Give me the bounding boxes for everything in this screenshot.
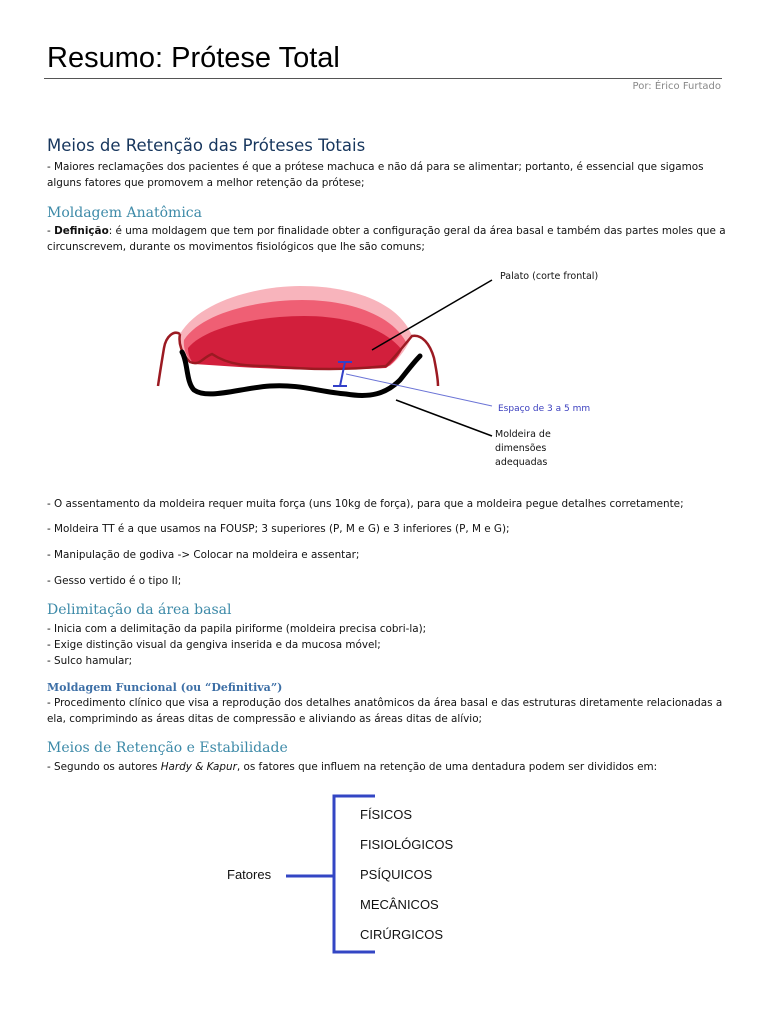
definition-term: Definição	[54, 225, 109, 237]
label-moldeira-line: dimensões	[495, 443, 547, 454]
factor-item: MECÂNICOS	[360, 897, 439, 912]
factors-diagram	[200, 788, 480, 972]
bullet-item: - Moldeira TT é a que usamos na FOUSP; 3 superiores (P, M e G) e 3 inferiores (P, M e G);	[47, 523, 510, 535]
definition-text: : é uma moldagem que tem por finalidade obter a configuração geral da área basal e também das partes moles que a	[108, 225, 726, 237]
moldagem-funcional-line: ela, comprimindo as áreas ditas de compressão e aliviando as áreas ditas de alívio;	[47, 713, 483, 725]
label-moldeira-line: adequadas	[495, 457, 548, 468]
definition-prefix: -	[47, 225, 55, 237]
delimitacao-item: - Exige distinção visual da gengiva inserida e da mucosa móvel;	[47, 639, 381, 651]
heading-retencao-estabilidade: Meios de Retenção e Estabilidade	[47, 740, 288, 756]
label-espaco: Espaço de 3 a 5 mm	[498, 404, 591, 414]
factor-item: FÍSICOS	[360, 807, 413, 822]
factor-item: PSÍQUICOS	[360, 867, 433, 882]
intro-paragraph	[47, 159, 723, 191]
section-heading-retention: Meios de Retenção das Próteses Totais	[47, 136, 366, 155]
leader-line-espaco	[346, 374, 492, 406]
page-title: Resumo: Prótese Total	[47, 42, 340, 74]
heading-delimitacao: Delimitação da área basal	[47, 602, 232, 618]
retencao-line	[47, 759, 723, 775]
factor-item: FISIOLÓGICOS	[360, 837, 454, 852]
definition-paragraph	[47, 223, 726, 255]
intro-line: alguns fatores que promovem a melhor retenção da prótese;	[47, 177, 365, 189]
palate-tray-diagram	[140, 262, 610, 476]
label-moldeira-line: Moldeira de	[495, 429, 551, 440]
title-divider	[44, 78, 722, 79]
factor-item: CIRÚRGICOS	[360, 927, 444, 942]
definition-line: circunscrevem, durante os movimentos fisiológicos que lhe são comuns;	[47, 241, 425, 253]
delimitacao-item: - Inicia com a delimitação da papila piriforme (moldeira precisa cobri-la);	[47, 623, 427, 635]
retencao-paragraph	[47, 759, 723, 775]
author-credit: Por: Érico Furtado	[632, 81, 721, 92]
moldagem-funcional-line: - Procedimento clínico que visa a reprodução dos detalhes anatômicos da área basal e das estruturas diretamente relacionadas a	[47, 697, 723, 709]
retencao-authors: Hardy & Kapur	[160, 761, 237, 773]
heading-moldagem-funcional: Moldagem Funcional (ou “Definitiva”)	[47, 681, 283, 694]
bullet-item: - Manipulação de godiva -> Colocar na moldeira e assentar;	[47, 549, 360, 561]
factors-root-label: Fatores	[227, 867, 272, 882]
delimitacao-item: - Sulco hamular;	[47, 655, 133, 667]
heading-moldagem-anatomica: Moldagem Anatômica	[47, 205, 202, 221]
label-palato: Palato (corte frontal)	[500, 271, 599, 282]
definition-line	[47, 223, 726, 239]
intro-line: - Maiores reclamações dos pacientes é que a prótese machuca e não dá para se alimentar; portanto, é essencial que sigamos	[47, 161, 704, 173]
retencao-pre: - Segundo os autores	[47, 761, 161, 773]
delimitacao-list	[47, 621, 723, 669]
label-moldeira	[495, 428, 551, 470]
retencao-post: , os fatores que influem na retenção de uma dentadura podem ser divididos em:	[236, 761, 658, 773]
bullet-item: - Gesso vertido é o tipo II;	[47, 575, 182, 587]
bullet-item: - O assentamento da moldeira requer muita força (uns 10kg de força), para que a moldeira pegue detalhes corretamente;	[47, 498, 684, 510]
moldagem-funcional-paragraph	[47, 695, 723, 727]
leader-line-moldeira	[396, 400, 492, 436]
